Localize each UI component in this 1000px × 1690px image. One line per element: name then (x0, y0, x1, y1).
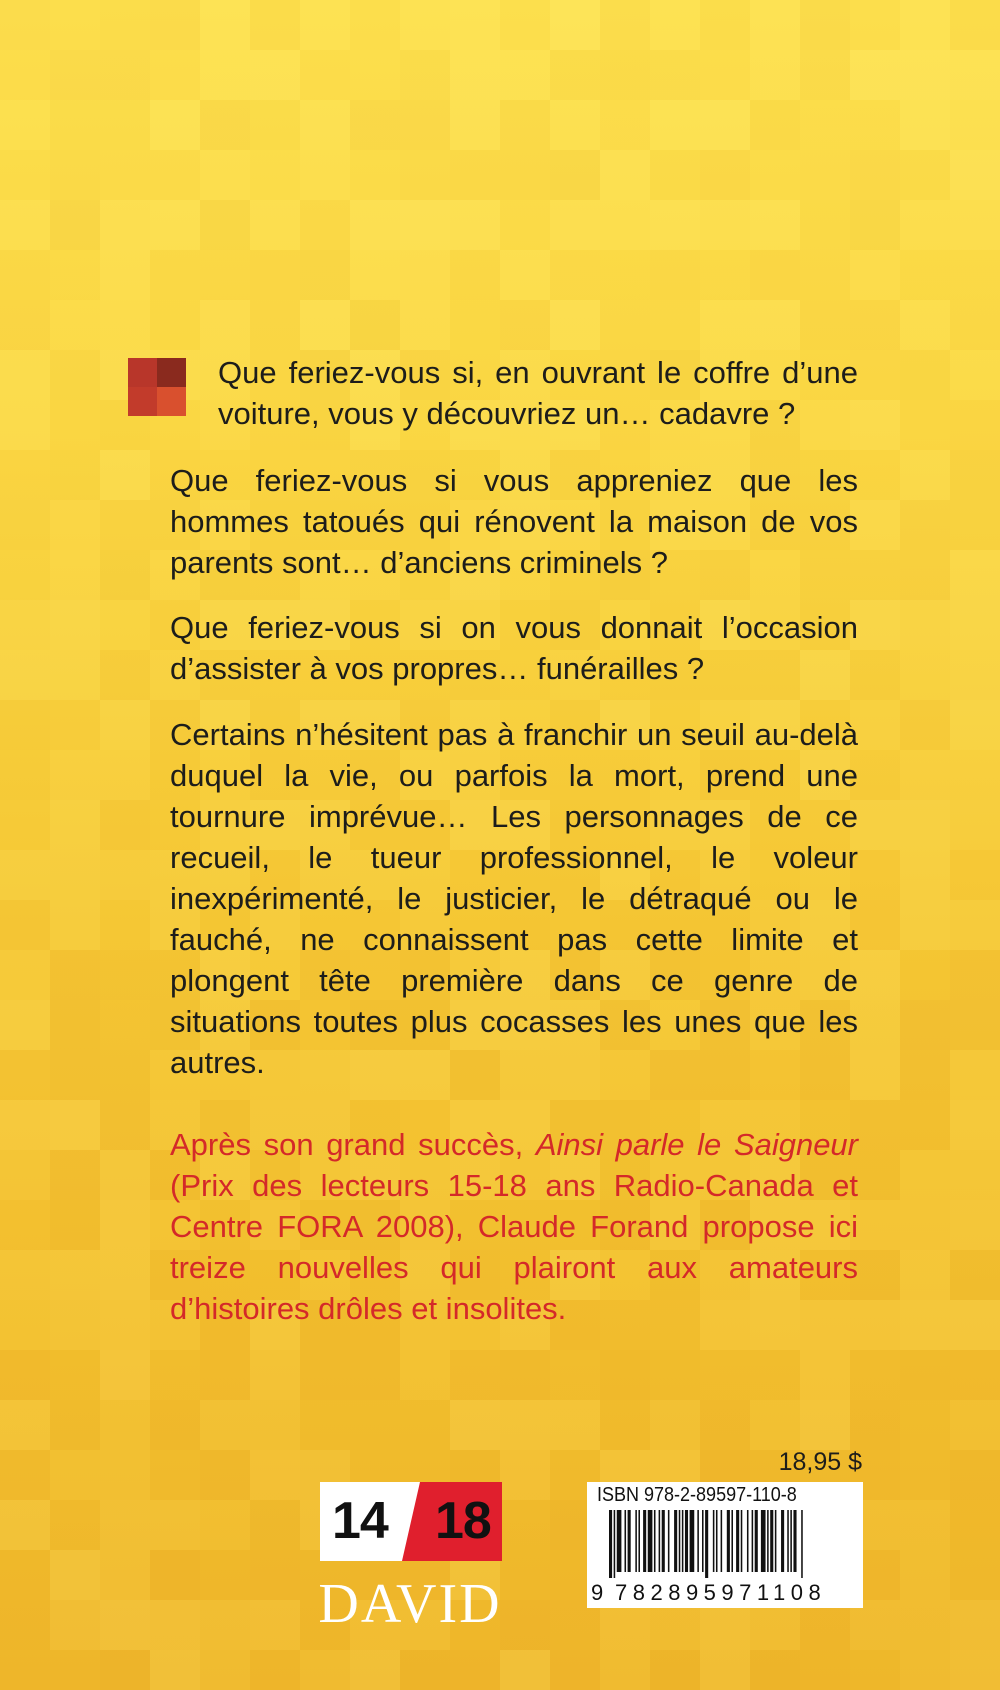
age-low-label: 14 (332, 1492, 388, 1550)
author-note-intro: Après son grand succès, (170, 1127, 536, 1162)
author-note-rest: (Prix des lecteurs 15-18 ans Radio-Canada et Centre FORA 2008), Claude Forand propose ici treize nouvelles qui plairont aux amateurs d’histoires drôles et insolites. (170, 1168, 858, 1326)
barcode-bars (609, 1510, 857, 1578)
price-label: 18,95 $ (778, 1448, 862, 1476)
age-high-label: 18 (435, 1492, 491, 1550)
ean-first-digit: 9 (591, 1580, 604, 1605)
collection-logo-14-18 (320, 1482, 502, 1561)
question-2: Que feriez-vous si vous appreniez que les hommes tatoués qui rénovent la maison de vos parents sont… d’anciens criminels ? (170, 463, 858, 580)
author-note (170, 1124, 858, 1329)
question-1: Que feriez-vous si, en ouvrant le coffre d’une voiture, vous y découvriez un… cadavre ? (218, 355, 858, 431)
previous-book-title: Ainsi parle le Saigneur (535, 1127, 859, 1162)
isbn-label: ISBN 978-2-89597-110-8 (597, 1484, 797, 1506)
ean-digits: 782895971108 (615, 1580, 827, 1605)
question-3: Que feriez-vous si on vous donnait l’occasion d’assister à vos propres… funérailles ? (170, 610, 858, 686)
publisher-logo: DAVID (318, 1573, 502, 1635)
barcode-box (587, 1482, 863, 1608)
synopsis-paragraph: Certains n’hésitent pas à franchir un seuil au-delà duquel la vie, ou parfois la mort, prend une tournure imprévue… Les personnages de ce recueil, le tueur professionnel, le voleur inexpérimenté, le justicier, le détraqué ou le fauché, ne connaissent pas cette limite et plongent tête première dans ce genre de situations toutes plus cocasses les unes que les autres. (170, 717, 858, 1080)
square-bullet-icon (128, 358, 186, 416)
